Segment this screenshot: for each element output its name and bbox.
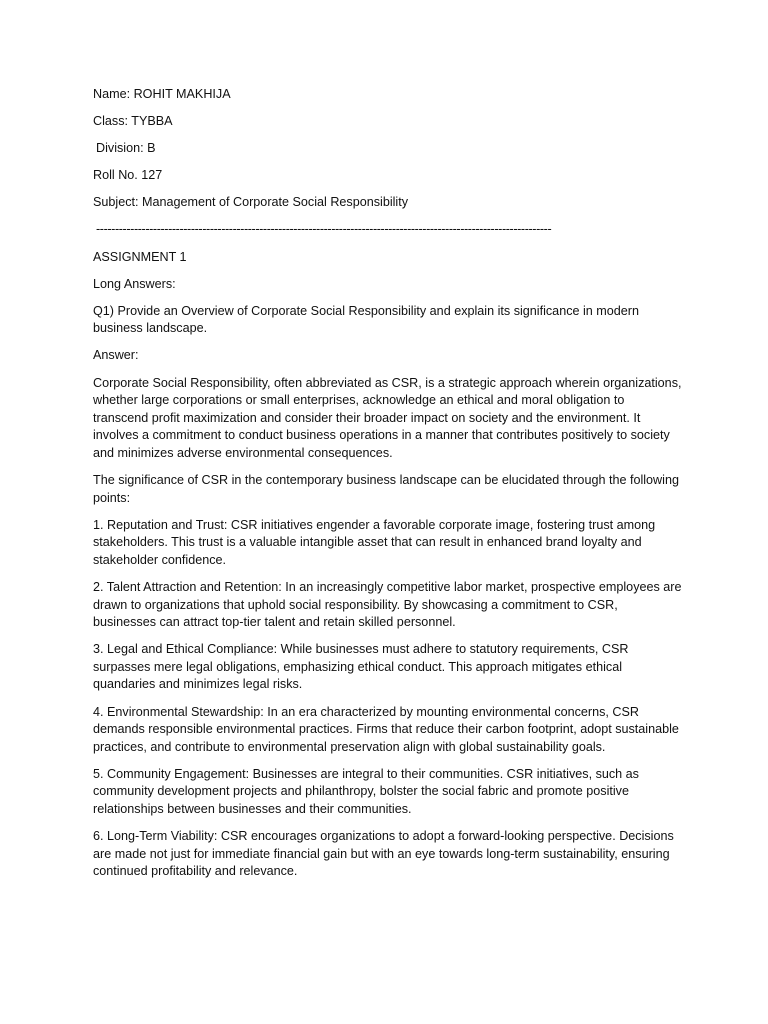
point-environmental-stewardship: 4. Environmental Stewardship: In an era characterized by mounting environmental concerns, CSR demands responsible environmental practices. Firms that reduce their carbon footprint, adopt sustainable practices, and contribute to environmental preservation align with global sustainability goals. (93, 704, 679, 754)
section-heading: Long Answers: (93, 276, 176, 291)
question-text: Q1) Provide an Overview of Corporate Social Responsibility and explain its significance in modern business landscape. (93, 303, 639, 336)
answer-intro-paragraph: Corporate Social Responsibility, often abbreviated as CSR, is a strategic approach wherein organizations, whether large corporations or small enterprises, acknowledge an ethical and moral obligation to transcend profit maximization and consider their broader impact on society and the environment. It involves a commitment to conduct business operations in a manner that contributes positively to society and minimizes adverse environmental consequences. (93, 375, 682, 460)
student-name: Name: ROHIT MAKHIJA (93, 87, 231, 101)
roll-number: Roll No. 127 (93, 168, 163, 183)
significance-paragraph: The significance of CSR in the contemporary business landscape can be elucidated through the following points: (93, 473, 679, 505)
subject-line: Subject: Management of Corporate Social Responsibility (93, 195, 409, 210)
assignment-title: ASSIGNMENT 1 (93, 249, 187, 264)
document-page (93, 86, 683, 890)
point-talent-attraction: 2. Talent Attraction and Retention: In an increasingly competitive labor market, prospective employees are drawn to organizations that uphold social responsibility. By showcasing a commitment to CSR, businesses can attract top-tier talent and retain skilled personnel. (93, 579, 682, 630)
student-class: Class: TYBBA (93, 114, 173, 129)
point-long-term-viability: 6. Long-Term Viability: CSR encourages organizations to adopt a forward-looking perspective. Decisions are made not just for immediate financial gain but with an eye towards long-term sustainability, ensuring continued profitability and relevance. (93, 829, 674, 879)
point-legal-ethical: 3. Legal and Ethical Compliance: While businesses must adhere to statutory requirements, CSR surpasses mere legal obligations, emphasizing ethical conduct. This approach mitigates ethical quandaries and minimizes legal risks. (93, 642, 629, 692)
point-community-engagement: 5. Community Engagement: Businesses are integral to their communities. CSR initiatives, such as community development projects and philanthropy, bolster the social fabric and promote positive relationships between businesses and their communities. (93, 766, 639, 816)
student-division: Division: B (96, 141, 156, 156)
point-reputation-trust: 1. Reputation and Trust: CSR initiatives engender a favorable corporate image, fostering trust among stakeholders. This trust is a valuable intangible asset that can result in enhanced brand loyalty and stakeholder confidence. (93, 517, 656, 567)
answer-label: Answer: (93, 348, 139, 363)
separator-line: ------------------------------------------------------------------------------------------------------------------------ (96, 222, 552, 237)
